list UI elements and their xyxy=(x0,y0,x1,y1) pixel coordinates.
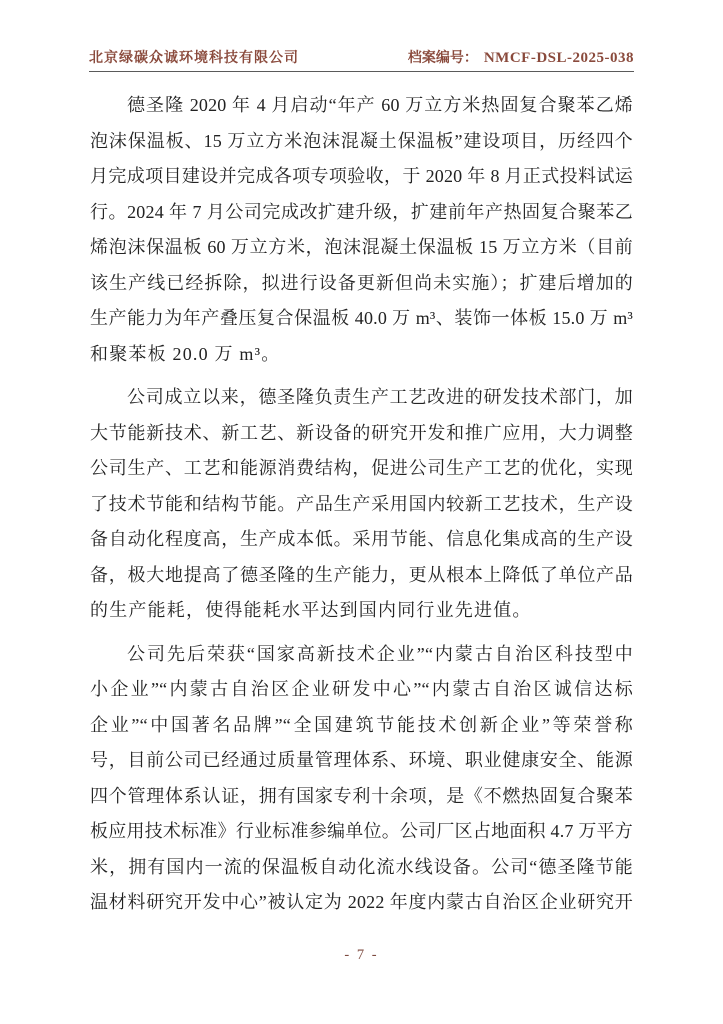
text-line: 公司成立以来，德圣隆负责生产工艺改进的研发技术部门，加 xyxy=(127,387,633,407)
text-line: 小企业”“内蒙古自治区企业研发中心”“内蒙古自治区诚信达标 xyxy=(90,679,633,699)
text-line: 四个管理体系认证，拥有国家专利十余项，是《不燃热固复合聚苯 xyxy=(90,785,633,806)
text-line: 米，拥有国内一流的保温板自动化流水线设备。公司“德圣隆节能 xyxy=(90,856,633,877)
text-line: 号，目前公司已经通过质量管理体系、环境、职业健康安全、能源 xyxy=(90,750,633,770)
text-line: 大节能新技术、新工艺、新设备的研究开发和推广应用，大力调整 xyxy=(90,422,633,443)
page-footer xyxy=(0,947,723,964)
text-line: 德圣隆 2020 年 4 月启动“年产 60 万立方米热固复合聚苯乙烯 xyxy=(127,95,633,115)
text-line: 泡沫保温板、15 万立方米泡沫混凝土保温板”建设项目，历经四个 xyxy=(90,130,633,151)
text-line: 该生产线已经拆除，拟进行设备更新但尚未实施）；扩建后增加的 xyxy=(90,272,633,293)
text-line: 生产能力为年产叠压复合保温板 40.0 万 m³、装饰一体板 15.0 万 m³ xyxy=(90,308,633,328)
paragraph-2 xyxy=(90,380,633,629)
paragraph-3 xyxy=(90,637,633,921)
file-number-label: 档案编号： xyxy=(407,51,478,66)
file-number-value: NMCF-DSL-2025-038 xyxy=(483,50,634,66)
text-line: 和聚苯板 20.0 万 m³。 xyxy=(90,343,281,364)
text-line: 月完成项目建设并完成各项专项验收，于 2020 年 8 月正式投料试运 xyxy=(90,166,633,186)
text-line: 温材料研究开发中心”被认定为 2022 年度内蒙古自治区企业研究开 xyxy=(90,892,633,912)
text-line: 烯泡沫保温板 60 万立方米，泡沫混凝土保温板 15 万立方米（目前 xyxy=(90,237,633,257)
file-number xyxy=(408,47,634,67)
text-line: 备自动化程度高，生产成本低。采用节能、信息化集成高的生产设 xyxy=(90,529,633,549)
page-header xyxy=(89,47,634,72)
text-line: 公司生产、工艺和能源消费结构，促进公司生产工艺的优化，实现 xyxy=(90,458,633,478)
text-line: 行。2024 年 7 月公司完成改扩建升级，扩建前年产热固复合聚苯乙 xyxy=(90,201,633,222)
text-line: 板应用技术标准》行业标准参编单位。公司厂区占地面积 4.7 万平方 xyxy=(90,821,633,841)
text-line: 了技术节能和结构节能。产品生产采用国内较新工艺技术，生产设 xyxy=(90,493,633,514)
page-number: - 7 - xyxy=(344,947,379,963)
paragraph-1 xyxy=(90,88,633,372)
document-body xyxy=(90,88,633,921)
company-name: 北京绿碳众诚环境科技有限公司 xyxy=(89,51,299,66)
text-line: 的生产能耗，使得能耗水平达到国内同行业先进值。 xyxy=(90,600,532,620)
text-line: 公司先后荣获“国家高新技术企业”“内蒙古自治区科技型中 xyxy=(127,643,633,664)
text-line: 企业”“中国著名品牌”“全国建筑节能技术创新企业”等荣誉称 xyxy=(90,714,633,735)
text-line: 备，极大地提高了德圣隆的生产能力，更从根本上降低了单位产品 xyxy=(90,564,633,585)
